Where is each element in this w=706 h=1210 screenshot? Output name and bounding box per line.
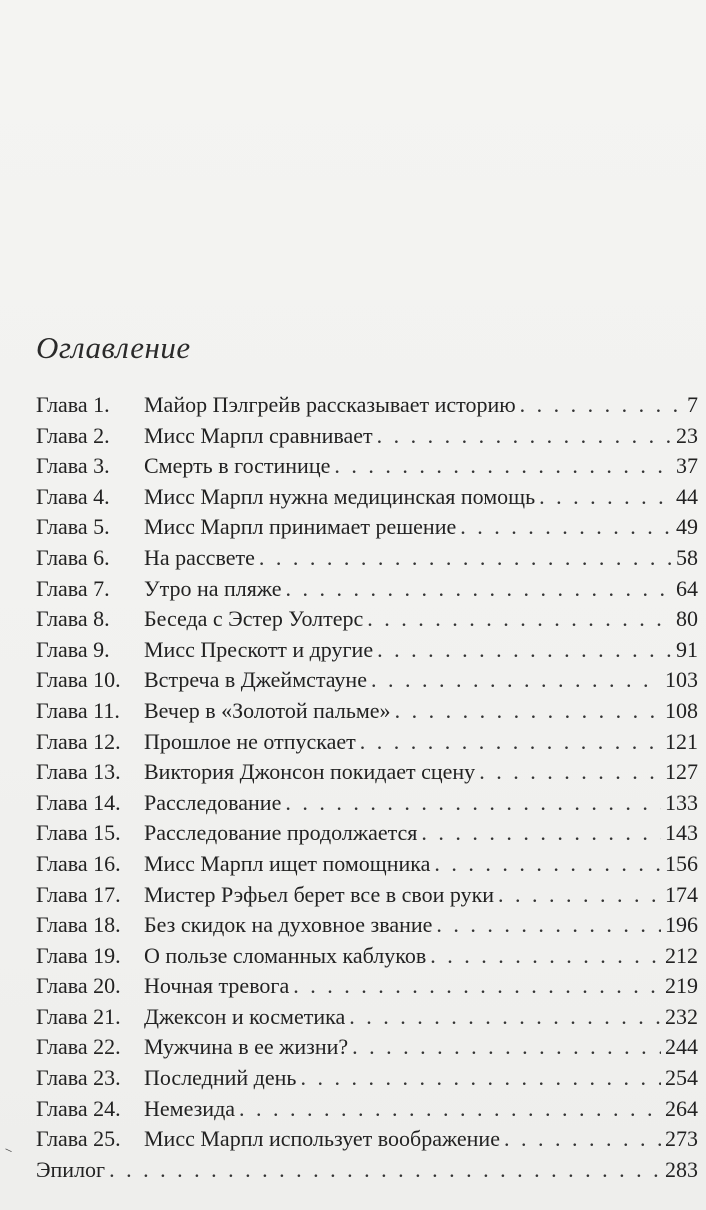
chapter-title: О пользе сломанных каблуков: [144, 942, 427, 968]
toc-entry-21: [36, 1004, 698, 1035]
page-number: 58: [676, 544, 698, 570]
chapter-title: Прошлое не отпускает: [144, 728, 356, 754]
chapter-label: Глава 2.: [36, 422, 110, 448]
page-number: 244: [665, 1034, 698, 1060]
toc-entry-2: [36, 423, 698, 454]
page-number: 64: [676, 575, 698, 601]
dot-leader: [430, 943, 661, 969]
chapter-title: Мисс Марпл сравнивает: [144, 422, 373, 448]
chapter-label: Глава 8.: [36, 606, 110, 632]
chapter-title: Утро на пляже: [144, 575, 282, 601]
dot-leader: [460, 514, 672, 540]
epilogue-title: Эпилог: [36, 1156, 106, 1182]
chapter-label: Глава 23.: [36, 1065, 121, 1091]
chapter-title: Немезида: [144, 1095, 236, 1121]
page-number: 143: [665, 820, 698, 846]
chapter-title: Последний день: [144, 1065, 297, 1091]
toc-entry-18: [36, 912, 698, 943]
chapter-label: Глава 9.: [36, 636, 110, 662]
toc-entry-1: [36, 392, 698, 423]
dot-leader: [504, 1126, 661, 1152]
chapter-label: Глава 19.: [36, 942, 121, 968]
toc-entry-25: [36, 1126, 698, 1157]
chapter-title: Мужчина в ее жизни?: [144, 1034, 349, 1060]
toc-entry-15: [36, 820, 698, 851]
dot-leader: [520, 392, 683, 418]
toc-entry-10: [36, 667, 698, 698]
page-number: 133: [665, 789, 698, 815]
page-number: 254: [665, 1065, 698, 1091]
chapter-title: Мисс Марпл принимает решение: [144, 514, 457, 540]
page-number: 44: [676, 483, 698, 509]
chapter-label: Глава 17.: [36, 881, 121, 907]
dot-leader: [434, 851, 661, 877]
toc-entry-16: [36, 851, 698, 882]
page-number: 108: [665, 697, 698, 723]
toc-entry-13: [36, 759, 698, 790]
chapter-title: Мисс Прескотт и другие: [144, 636, 374, 662]
toc-entry-23: [36, 1065, 698, 1096]
chapter-label: Глава 14.: [36, 789, 121, 815]
page-number: 212: [665, 942, 698, 968]
dot-leader: [334, 453, 672, 479]
table-of-contents: [36, 392, 698, 1187]
toc-entry-3: [36, 453, 698, 484]
chapter-label: Глава 15.: [36, 820, 121, 846]
toc-entry-6: [36, 545, 698, 576]
page-number: 49: [676, 514, 698, 540]
chapter-label: Глава 5.: [36, 514, 110, 540]
chapter-label: Глава 4.: [36, 483, 110, 509]
dot-leader: [360, 729, 661, 755]
chapter-title: Джексон и косметика: [144, 1003, 346, 1029]
chapter-title: Мистер Рэфьел берет все в свои руки: [144, 881, 495, 907]
chapter-label: Глава 3.: [36, 453, 110, 479]
chapter-label: Глава 21.: [36, 1003, 121, 1029]
page-number: 127: [665, 759, 698, 785]
chapter-title: Беседа с Эстер Уолтерс: [144, 606, 364, 632]
dot-leader: [421, 820, 661, 846]
toc-entry-4: [36, 484, 698, 515]
toc-entry-5: [36, 514, 698, 545]
page-number: 232: [665, 1003, 698, 1029]
chapter-label: Глава 7.: [36, 575, 110, 601]
chapter-label: Глава 18.: [36, 912, 121, 938]
toc-entry-22: [36, 1034, 698, 1065]
toc-entry-7: [36, 576, 698, 607]
toc-entry-20: [36, 973, 698, 1004]
dot-leader: [352, 1034, 661, 1060]
dot-leader: [377, 423, 672, 449]
toc-entry-24: [36, 1096, 698, 1127]
chapter-label: Глава 12.: [36, 728, 121, 754]
toc-entry-19: [36, 943, 698, 974]
dot-leader: [371, 667, 661, 693]
chapter-label: Глава 20.: [36, 973, 121, 999]
chapter-label: Глава 22.: [36, 1034, 121, 1060]
page-number: 219: [665, 973, 698, 999]
chapter-label: Глава 16.: [36, 850, 121, 876]
chapter-title: Расследование продолжается: [144, 820, 418, 846]
page-number: 91: [676, 636, 698, 662]
chapter-label: Глава 1.: [36, 392, 110, 417]
chapter-label: Глава 13.: [36, 759, 121, 785]
page-number: 7: [687, 392, 698, 417]
toc-entry-epilogue: [36, 1157, 698, 1188]
page-number: 156: [665, 850, 698, 876]
chapter-label: Глава 11.: [36, 697, 120, 723]
chapter-title: Мисс Марпл нужна медицинская помощь: [144, 483, 536, 509]
page-number: 37: [676, 453, 698, 479]
dot-leader: [479, 759, 661, 785]
chapter-title: Расследование: [144, 789, 282, 815]
page-number: 121: [665, 728, 698, 754]
toc-heading: Оглавление: [36, 330, 191, 365]
page-number: 264: [665, 1095, 698, 1121]
chapter-title: Без скидок на духовное звание: [144, 912, 433, 938]
margin-mark-icon: ⸜: [1, 1140, 14, 1157]
dot-leader: [539, 484, 672, 510]
dot-leader: [395, 698, 661, 724]
chapter-label: Глава 24.: [36, 1095, 121, 1121]
toc-entry-8: [36, 606, 698, 637]
dot-leader: [367, 606, 672, 632]
chapter-title: Мисс Марпл использует воображение: [144, 1126, 500, 1152]
chapter-title: Майор Пэлгрейв рассказывает историю: [144, 392, 516, 417]
chapter-title: Виктория Джонсон покидает сцену: [144, 759, 476, 785]
toc-entry-12: [36, 729, 698, 760]
dot-leader: [377, 637, 672, 663]
toc-entry-11: [36, 698, 698, 729]
dot-leader: [259, 545, 672, 571]
dot-leader: [293, 973, 661, 999]
toc-entry-14: [36, 790, 698, 821]
toc-entry-17: [36, 882, 698, 913]
chapter-label: Глава 6.: [36, 544, 110, 570]
page-number: 273: [665, 1126, 698, 1152]
chapter-title: Мисс Марпл ищет помощника: [144, 850, 431, 876]
toc-entry-9: [36, 637, 698, 668]
page-number: 80: [676, 606, 698, 632]
chapter-title: На рассвете: [144, 544, 255, 570]
chapter-title: Вечер в «Золотой пальме»: [144, 697, 391, 723]
dot-leader: [285, 790, 661, 816]
chapter-title: Встреча в Джеймстауне: [144, 667, 367, 693]
chapter-label: Глава 25.: [36, 1126, 121, 1152]
chapter-label: Глава 10.: [36, 667, 121, 693]
dot-leader: [349, 1004, 661, 1030]
chapter-title: Ночная тревога: [144, 973, 290, 999]
dot-leader: [286, 576, 672, 602]
dot-leader: [498, 882, 661, 908]
page-number: 174: [665, 881, 698, 907]
chapter-title: Смерть в гостинице: [144, 453, 331, 479]
dot-leader: [436, 912, 661, 938]
page-number: 196: [665, 912, 698, 938]
page-number: 103: [665, 667, 698, 693]
dot-leader: [300, 1065, 661, 1091]
dot-leader: [109, 1157, 661, 1183]
page-number: 23: [676, 422, 698, 448]
page-number: 283: [665, 1156, 698, 1182]
dot-leader: [239, 1096, 661, 1122]
